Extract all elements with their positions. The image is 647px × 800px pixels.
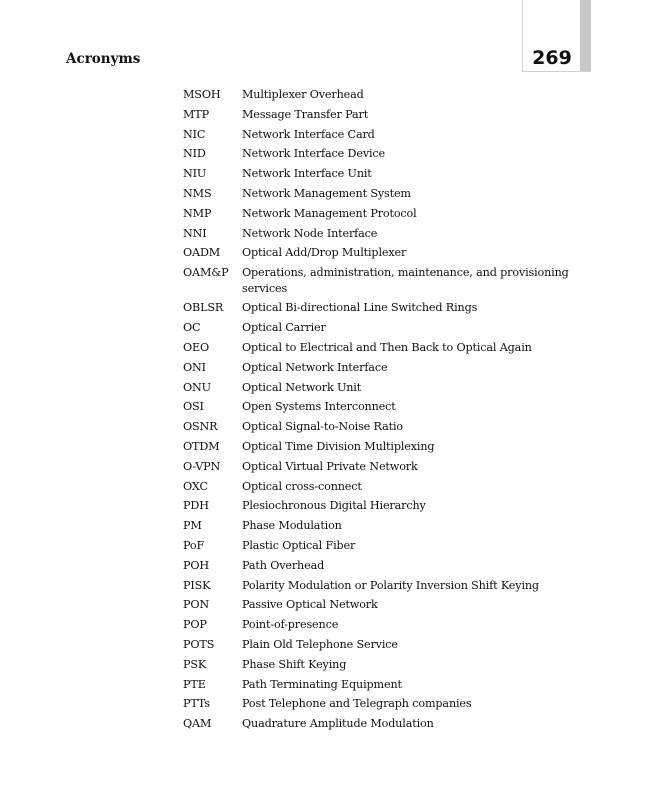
acronym-row xyxy=(183,419,583,435)
acronym-term: OC xyxy=(183,321,201,335)
acronym-row xyxy=(183,380,583,396)
acronym-row xyxy=(183,206,583,222)
acronym-definition: Optical Bi-directional Line Switched Rings xyxy=(242,301,478,315)
acronym-row xyxy=(183,716,583,732)
acronym-definition: Path Terminating Equipment xyxy=(242,677,402,691)
acronym-definition: Passive Optical Network xyxy=(242,598,378,612)
acronym-row xyxy=(183,265,583,296)
acronym-row xyxy=(183,146,583,162)
acronym-row xyxy=(183,186,583,202)
acronym-term: NIU xyxy=(183,167,207,181)
acronym-definition: Optical cross-connect xyxy=(242,479,362,493)
acronym-row xyxy=(183,538,583,554)
acronym-term: PTTs xyxy=(183,697,210,711)
acronym-list xyxy=(183,87,583,736)
acronym-row xyxy=(183,459,583,475)
acronym-definition: Optical Signal-to-Noise Ratio xyxy=(242,420,403,434)
acronym-term: PM xyxy=(183,519,202,533)
acronym-term: PON xyxy=(183,598,210,612)
acronym-term: NID xyxy=(183,147,206,161)
acronym-definition: Optical Network Interface xyxy=(242,360,388,374)
acronym-row xyxy=(183,107,583,123)
acronym-definition: Network Management Protocol xyxy=(242,206,417,220)
acronym-term: ONU xyxy=(183,380,211,394)
acronym-term: PISK xyxy=(183,578,211,592)
acronym-term: OEO xyxy=(183,341,210,355)
acronym-row xyxy=(183,245,583,261)
acronym-definition: Post Telephone and Telegraph companies xyxy=(242,697,472,711)
acronym-term: ONI xyxy=(183,360,206,374)
acronym-definition: Network Interface Card xyxy=(242,127,375,141)
acronym-row xyxy=(183,166,583,182)
acronym-definition: Phase Modulation xyxy=(242,519,342,533)
acronym-row xyxy=(183,657,583,673)
acronym-definition: Multiplexer Overhead xyxy=(242,88,364,101)
acronym-row xyxy=(183,617,583,633)
acronym-term: OBLSR xyxy=(183,301,224,315)
acronym-term: NNI xyxy=(183,226,207,240)
acronym-row xyxy=(183,399,583,415)
acronym-definition: Network Management System xyxy=(242,186,411,200)
acronym-definition: Optical Network Unit xyxy=(242,380,362,394)
page-number: 269 xyxy=(532,47,572,69)
acronym-term: MSOH xyxy=(183,88,221,101)
acronym-row xyxy=(183,479,583,495)
acronym-definition: Operations, administration, maintenance, and provisioning services xyxy=(242,266,569,295)
acronym-term: NMS xyxy=(183,186,212,200)
acronym-definition: Network Interface Unit xyxy=(242,167,372,181)
acronym-row xyxy=(183,340,583,356)
acronym-term: NIC xyxy=(183,127,206,141)
acronym-row xyxy=(183,518,583,534)
acronym-definition: Network Interface Device xyxy=(242,147,386,161)
acronym-definition: Open Systems Interconnect xyxy=(242,400,396,414)
acronym-definition: Quadrature Amplitude Modulation xyxy=(242,717,434,731)
acronym-row xyxy=(183,226,583,242)
acronym-term: POH xyxy=(183,558,210,572)
acronym-term: O-VPN xyxy=(183,459,221,473)
running-head: Acronyms xyxy=(66,51,141,67)
acronym-term: QAM xyxy=(183,717,212,731)
acronym-term: MTP xyxy=(183,107,209,121)
acronym-row xyxy=(183,300,583,316)
acronym-row xyxy=(183,127,583,143)
acronym-term: NMP xyxy=(183,206,212,220)
acronym-definition: Polarity Modulation or Polarity Inversion Shift Keying xyxy=(242,578,539,592)
acronym-term: PSK xyxy=(183,657,207,671)
acronym-term: OADM xyxy=(183,246,221,260)
acronym-term: OSNR xyxy=(183,420,218,434)
acronym-row xyxy=(183,360,583,376)
acronym-row xyxy=(183,498,583,514)
acronym-row xyxy=(183,696,583,712)
acronym-term: PTE xyxy=(183,677,206,691)
acronym-definition: Plastic Optical Fiber xyxy=(242,539,356,553)
acronym-definition: Network Node Interface xyxy=(242,226,378,240)
acronym-row xyxy=(183,320,583,336)
acronym-definition: Point-of-presence xyxy=(242,618,339,632)
acronym-term: OXC xyxy=(183,479,208,493)
acronym-definition: Plain Old Telephone Service xyxy=(242,638,398,652)
page-edge-bar xyxy=(580,0,591,71)
acronym-definition: Phase Shift Keying xyxy=(242,657,347,671)
acronym-term: PDH xyxy=(183,499,209,513)
acronym-row xyxy=(183,439,583,455)
acronym-definition: Optical to Electrical and Then Back to Optical Again xyxy=(242,341,532,355)
acronym-definition: Plesiochronous Digital Hierarchy xyxy=(242,499,426,513)
acronym-term: OAM&P xyxy=(183,266,229,280)
acronym-term: OTDM xyxy=(183,440,220,454)
acronym-row xyxy=(183,677,583,693)
acronym-row xyxy=(183,87,583,103)
acronym-term: POP xyxy=(183,618,207,632)
acronym-term: OSI xyxy=(183,400,204,414)
acronym-row xyxy=(183,637,583,653)
page-number-tab xyxy=(522,0,591,72)
acronym-row xyxy=(183,597,583,613)
acronym-row xyxy=(183,578,583,594)
acronym-definition: Optical Carrier xyxy=(242,321,326,335)
acronym-term: POTS xyxy=(183,638,215,652)
acronym-row xyxy=(183,558,583,574)
acronym-definition: Path Overhead xyxy=(242,558,325,572)
acronym-definition: Message Transfer Part xyxy=(242,107,369,121)
acronym-definition: Optical Time Division Multiplexing xyxy=(242,440,435,454)
acronym-term: PoF xyxy=(183,539,205,553)
acronym-definition: Optical Add/Drop Multiplexer xyxy=(242,246,407,260)
acronym-definition: Optical Virtual Private Network xyxy=(242,459,418,473)
